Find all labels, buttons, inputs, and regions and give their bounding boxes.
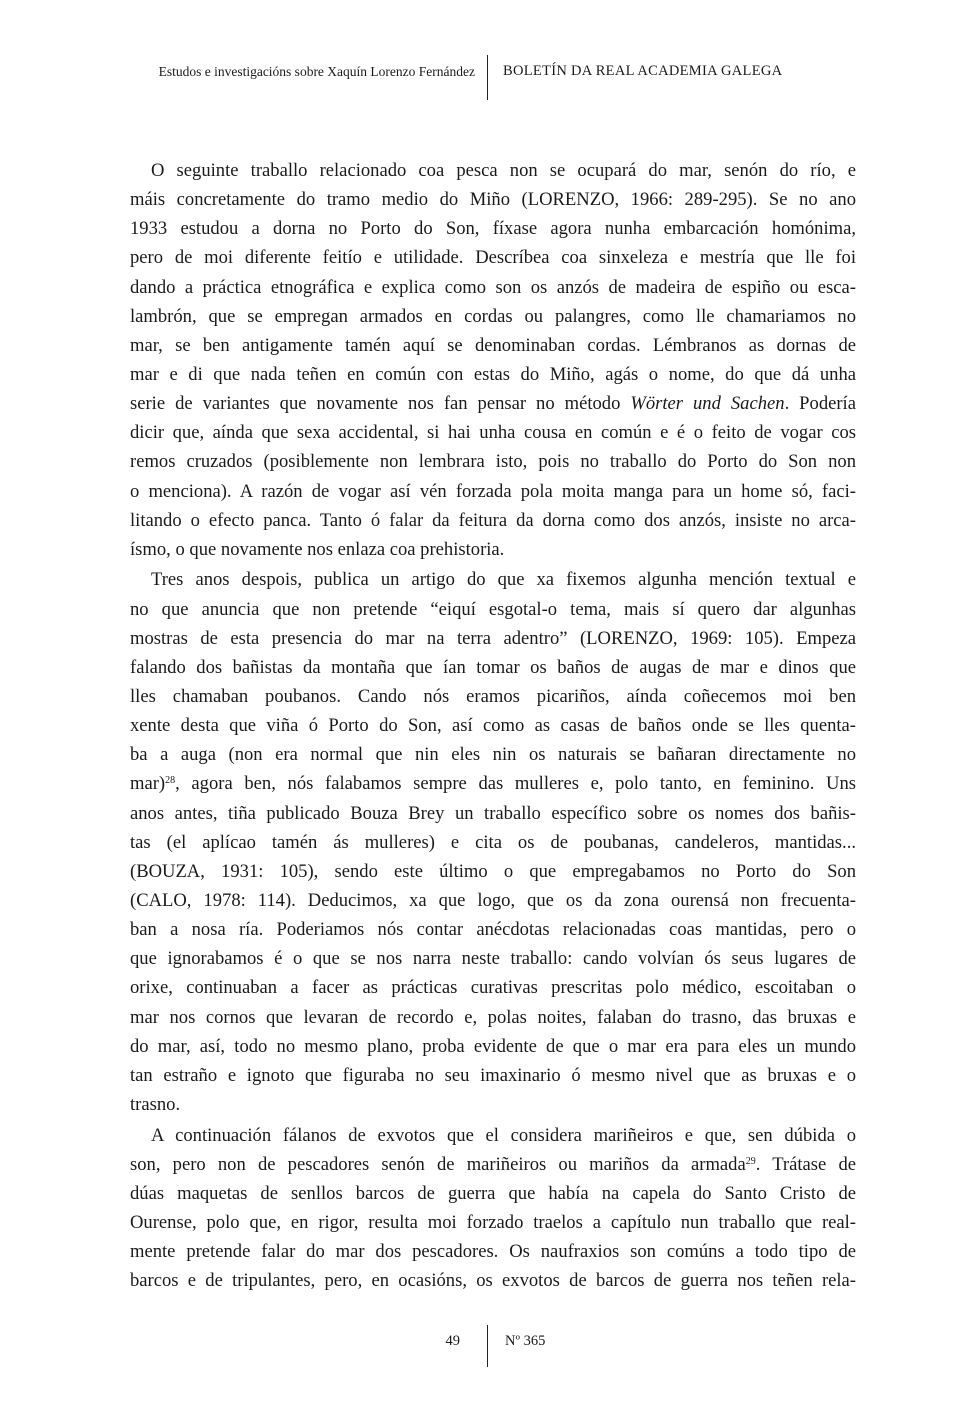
text-line (130, 565, 856, 594)
header-divider (487, 55, 488, 100)
text-segment: ísmo, o que novamente nos enlaza coa prehistoria. (130, 538, 505, 560)
text-segment: máis concretamente do tramo medio do Miño (LORENZO, 1966: 289-295). Se no ano (130, 189, 856, 211)
text-segment: mar nos cornos que levaran de recordo e, polas noites, falaban do trasno, das bruxas e (130, 1006, 856, 1028)
text-segment: 1933 estudou a dorna no Porto do Son, fíxase agora nunha embarcación homónima, (130, 218, 856, 240)
text-segment: xente desta que viña ó Porto do Son, así como as casas de baños onde se lles quenta- (130, 715, 856, 737)
text-line (130, 389, 856, 418)
text-segment: que ignorabamos é o que se nos narra neste traballo: cando volvían ós seus lugares de (130, 948, 856, 970)
text-line (130, 418, 856, 447)
paragraph (130, 565, 856, 1119)
text-segment: lles chamaban poubanos. Cando nós eramos picariños, aínda coñecemos moi ben (130, 686, 856, 708)
footnote-marker: 29 (745, 1155, 756, 1167)
text-line (130, 857, 856, 886)
text-line (130, 1237, 856, 1266)
text-segment: son, pero non de pescadores senón de mariñeiros ou mariños da armada (130, 1153, 746, 1175)
text-segment: lambrón, que se empregan armados en cordas ou palangres, como lle chamariamos no (130, 305, 856, 327)
text-line (130, 1179, 856, 1208)
paragraph (130, 156, 856, 564)
text-line (130, 740, 856, 769)
header-section-title: Estudos e investigacións sobre Xaquín Lorenzo Fernández (158, 64, 475, 79)
text-segment: mente pretende falar do mar dos pescadores. Os naufraxios son comúns a todo tipo de (130, 1241, 856, 1263)
text-segment: trasno. (130, 1094, 181, 1115)
text-line (130, 944, 856, 973)
text-segment: tan estraño e ignoto que figuraba no seu imaxinario ó mesmo nivel que as bruxas e o (130, 1064, 856, 1086)
issue-number: Nº 365 (505, 1333, 546, 1349)
text-line (130, 682, 856, 711)
text-segment: Ourense, polo que, en rigor, resulta moi forzado traelos a capítulo nun traballo que real- (130, 1212, 856, 1234)
text-line (130, 595, 856, 624)
text-line (130, 915, 856, 944)
text-line (130, 273, 856, 302)
text-segment: anos antes, tiña publicado Bouza Brey un traballo específico sobre os nomes dos bañis- (130, 802, 856, 824)
text-segment: ban a nosa ría. Poderiamos nós contar anécdotas relacionadas coas mantidas, pero o (130, 919, 856, 941)
text-line (130, 799, 856, 828)
text-line (130, 1150, 856, 1179)
text-segment: dúas maquetas de senllos barcos de guerra que había na capela do Santo Cristo de (130, 1182, 856, 1204)
text-line (130, 653, 856, 682)
text-segment: o menciona). A razón de vogar así vén forzada pola moita manga para un home só, faci- (130, 480, 856, 502)
text-segment: , agora ben, nós falabamos sempre das mulleres e, polo tanto, en feminino. Uns (175, 773, 856, 795)
text-line (130, 477, 856, 506)
text-line (130, 886, 856, 915)
text-line (130, 302, 856, 331)
text-segment: do mar, así, todo no mesmo plano, proba evidente de que o mar era para eles un mundo (130, 1035, 856, 1057)
text-line (130, 506, 856, 535)
text-line (130, 711, 856, 740)
text-line (130, 185, 856, 214)
footer-divider (487, 1325, 488, 1367)
text-segment: orixe, continuaban a facer as prácticas curativas prescritas polo médico, escoitaban o (130, 977, 856, 999)
footnote-marker: 28 (165, 775, 176, 787)
text-line (130, 1121, 856, 1150)
text-segment: no que anuncia que non pretende “eiquí esgotal-o tema, mais sí quero dar algunhas (130, 598, 856, 620)
text-segment: tas (el aplícao tamén ás mulleres) e cita os de poubanas, candeleros, mantidas... (130, 831, 856, 853)
italic-term: Wörter und Sachen (630, 393, 785, 415)
text-line (130, 828, 856, 857)
text-line (130, 1090, 856, 1119)
text-segment: dicir que, aínda que sexa accidental, si hai unha cousa en común e é o feito de vogar cos (130, 422, 856, 444)
text-segment: litando o efecto panca. Tanto ó falar da feitura da dorna como dos anzós, insiste no arca- (130, 509, 856, 531)
text-segment: . Podería (784, 393, 856, 415)
header-journal-title: BOLETÍN DA REAL ACADEMIA GALEGA (503, 63, 783, 79)
text-segment: dando a práctica etnográfica e explica como son os anzós de madeira de espiño ou esca- (130, 276, 856, 298)
text-line (130, 624, 856, 653)
text-segment: falando dos bañistas da montaña que ían tomar os baños de augas de mar e dinos que (130, 656, 856, 678)
text-segment: remos cruzados (posiblemente non lembrara isto, pois no traballo do Porto do Son non (130, 451, 856, 473)
text-segment: mar e di que nada teñen en común con estas do Miño, agás o nome, do que dá unha (130, 363, 856, 385)
text-segment: serie de variantes que novamente nos fan pensar no método (130, 393, 631, 415)
text-segment: mar, se ben antigamente tamén aquí se denominaban cordas. Lémbranos as dornas de (130, 334, 856, 356)
text-segment: mostras de esta presencia do mar na terra adentro” (LORENZO, 1969: 105). Empeza (130, 627, 856, 649)
text-line (130, 1208, 856, 1237)
text-segment: pero de moi diferente feitío e utilidade. Descríbea coa sinxeleza e mestría que lle foi (130, 247, 856, 269)
text-segment: Tres anos despois, publica un artigo do que xa fixemos algunha mención textual e (151, 569, 856, 591)
text-line (130, 447, 856, 476)
text-segment: A continuación fálanos de exvotos que el considera mariñeiros e que, sen dúbida o (151, 1124, 856, 1146)
text-line (130, 1003, 856, 1032)
text-line (130, 1266, 856, 1295)
text-segment: ba a auga (non era normal que nin eles nin os naturais se bañaran directamente no (130, 744, 856, 766)
paragraph (130, 1121, 856, 1296)
text-segment: O seguinte traballo relacionado coa pesca non se ocupará do mar, senón do río, e (151, 160, 856, 181)
text-line (130, 360, 856, 389)
text-line (130, 156, 856, 185)
text-segment: (CALO, 1978: 114). Deducimos, xa que logo, que os da zona ourensá non frecuenta- (130, 890, 856, 912)
text-line (130, 973, 856, 1002)
text-line (130, 243, 856, 272)
text-line (130, 1061, 856, 1090)
page-number: 49 (445, 1333, 460, 1349)
text-segment: . Trátase de (755, 1153, 856, 1175)
text-segment: mar) (130, 773, 166, 795)
text-segment: (BOUZA, 1931: 105), sendo este último o que empregabamos no Porto do Son (130, 860, 856, 882)
text-line (130, 1032, 856, 1061)
text-line (130, 769, 856, 798)
text-line (130, 214, 856, 243)
text-line (130, 535, 856, 564)
text-line (130, 331, 856, 360)
text-segment: barcos e de tripulantes, pero, en ocasións, os exvotos de barcos de guerra nos teñen rela- (130, 1270, 856, 1292)
body-text (130, 156, 856, 1297)
